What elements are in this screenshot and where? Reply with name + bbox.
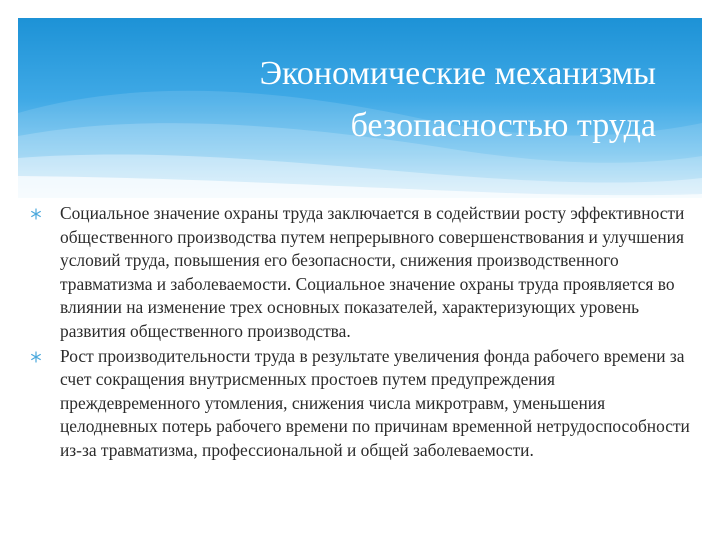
title-line-2: безопасностью труда xyxy=(350,107,656,144)
title-line-1: Экономические механизмы xyxy=(259,55,656,92)
bullet-text: Социальное значение охраны труда заключается в содействии росту эффективности общественного производства путем непрерывного совершенствования и улучшения условий труда, повышения его безопасности, снижения производственного травматизма и заболеваемости. Социальное значение охраны труда проявляется во влиянии на изменение трех основных показателей, характеризующих уровень развития общественного производства. xyxy=(60,203,685,341)
title-banner xyxy=(18,18,702,198)
bullet-text: Рост производительности труда в результате увеличения фонда рабочего времени за счет сокращения внутрисменных простоев путем предупреждения преждевременного утомления, снижения числа микротравм, уменьшения целодневных потерь рабочего времени по причинам временной нетрудоспособности из-за травматизма, профессиональной и общей заболеваемости. xyxy=(60,345,690,460)
bullet-item xyxy=(30,202,690,344)
asterisk-bullet-icon xyxy=(30,351,42,363)
bullet-list xyxy=(30,202,690,464)
bullet-item xyxy=(30,345,690,463)
page-title xyxy=(96,48,656,152)
asterisk-bullet-icon xyxy=(30,208,42,220)
